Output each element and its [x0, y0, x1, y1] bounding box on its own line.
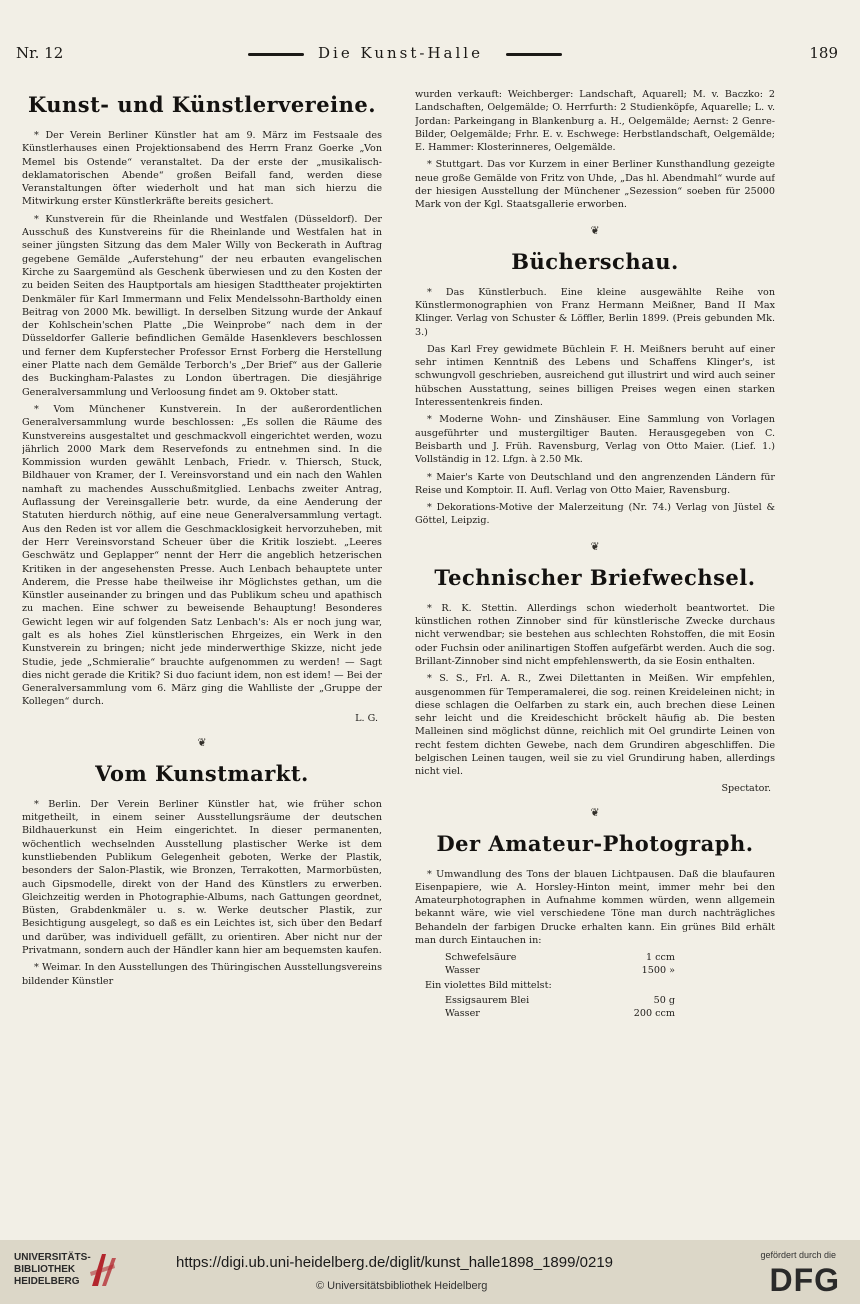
recipe-heading: Ein violettes Bild mittelst:: [425, 980, 552, 992]
paragraph: * Stuttgart. Das vor Kurzem in einer Berliner Kunsthandlung gezeigte neue große Gemälde von Fritz von Uhde, „Das hl. Abendmahl“ wurde auf der hiesigen Ausstellung der Münchener „Sezession“ soeben für 25000 Mark von der Kgl. Staatsgallerie erworben.: [415, 159, 775, 211]
ingredient: Wasser: [445, 1008, 480, 1020]
signature: L. G.: [355, 712, 378, 724]
paragraph: * Der Verein Berliner Künstler hat am 9. März im Festsaale des Künstlerhauses einen Projektionsabend des Herrn Franz Goerke „Von Memel bis Ostende“ veranstaltet. Da der erste der „musikalisch-deklamatorischen Abende“ großen Beifall fand, werden diese Veranstaltungen öfter wiederholt und hat man sich hierzu die Mitwirkung erster Künstlerkräfte bereits gesichert.: [22, 130, 382, 208]
header-rule-right: [506, 53, 562, 56]
library-emblem-icon: [88, 1250, 118, 1290]
dfg-logo[interactable]: DFG: [769, 1262, 840, 1298]
paragraph: * Vom Münchener Kunstverein. In der außerordentlichen Generalversammlung wurde beschlossen: „Es sollen die Räume des Kunstvereins ausgestaltet und geschmackvoll eingerichtet werden, wozu jährlich 2000 Mark dem Reservefonds zu entnehmen sind. In die Kommission wurden gewählt Lenbach, Friedr. v. Thiersch, Stuck, Bildhauer von Kramer, der I. Vereinsvorstand und ein nach den Wahlen namhaft zu machendes Ausschußmitglied. Lenbachs zweiter Antrag, Auflassung der Vereinsgallerie betr. wurde, da eine Aenderung der Statuten hierdurch nöthig, auf eine neue Generalversammlung vertagt. Aus den Reden ist vor allem die Geschmacklosigkeit hervorzuheben, mit der Herr Vereinsvorstand Scheuer über die Kritik losziebt. „Leeres Geschwätz und Geplapper“ nennt der Herr die angeblich hetzerischen Kritiken in der angesehensten Presse. Auch Lenbach behauptete unter Anderem, die Presse habe theilweise ihr Möglichstes gethan, um die Künstler auseinander zu bringen und das Publikum scheu und apathisch zu machen. Eine schwer zu beweisende Behauptung! Besonderes Gewicht legen wir auf folgenden Satz Lenbach's: Als er noch jung war, galt es als hohes Ziel künstlerischen Ehrgeizes, ein Werk in den Kunstverein zu bringen; nicht jede minderwerthige Skizze, nicht jede Studie, jede „Schmieralie“ brauchte aufgenommen zu werden! — Sagt dies nicht gerade die Kritik? Si duo faciunt idem, non est idem! — Bei der Generalversammlung vom 6. März ging die Wahlliste der „Gruppe der Kollegen“ durch.: [22, 403, 382, 708]
left-column: [22, 88, 382, 1228]
paragraph: * R. K. Stettin. Allerdings schon wiederholt beantwortet. Die künstlichen rothen Zinnober sind für künstlerische Zwecke durchaus nicht verwendbar; sie bestehen aus schlechten Rohstoffen, die mit Eosin oder Fuchsin oder anilinartigen Stoffen aufgefärbt werden. Auch die sog. Brillant-Zinnober sind nicht empfehlenswerth, da sie Eosin enthalten.: [415, 602, 775, 667]
paragraph: wurden verkauft: Weichberger: Landschaft, Aquarell; M. v. Baczko: 2 Landschaften, Oelgemälde; O. Herrfurth: 2 Studienköpfe, Aquarelle; L. v. Jordan: Parkeingang in Blankenburg a. H., Oelgemälde; Aernst: 2 Genre-Bilder, Oelgemälde; Frhr. E. v. Eschwege: Herbstlandschaft, Oelgemälde; E. Hammer: Klosterinneres, Oelgemälde.: [415, 89, 775, 154]
paragraph: * Moderne Wohn- und Zinshäuser. Eine Sammlung von Vorlagen ausgeführter und mustergiltiger Bauten. Herausgegeben von C. Beisbarth und J. Früh. Ravensburg, Verlag von Otto Maier. (Lief. 1.) Vollständig in 12. Lfgn. à 2.50 Mk.: [415, 414, 775, 466]
paragraph: * Maier's Karte von Deutschland und den angrenzenden Ländern für Reise und Komptoir. II. Aufl. Verlag von Otto Maier, Ravensburg.: [415, 471, 775, 496]
ingredient: Wasser: [445, 965, 480, 977]
ornament-icon: ❦: [590, 805, 600, 819]
ornament-icon: ❦: [197, 735, 207, 749]
section-title-kunstmarkt: Vom Kunstmarkt.: [95, 760, 309, 786]
library-name-line: UNIVERSITÄTS-: [14, 1252, 91, 1263]
copyright-notice: © Universitätsbibliothek Heidelberg: [316, 1280, 488, 1292]
header-rule-left: [248, 53, 304, 56]
ingredient: Schwefelsäure: [445, 952, 517, 964]
recipe-violet: [415, 994, 775, 1020]
paragraph: Das Karl Frey gewidmete Büchlein F. H. Meißners beruht auf einer sehr intimen Kenntniß des Lebens und Schaffens Klinger's, ist schwungvoll geschrieben, ausreichend gut illustrirt und wird auch seiner hübschen Ausstattung, seines billigen Preises wegen einen starken Interessentenkreis finden.: [415, 343, 775, 409]
paragraph: * Kunstverein für die Rheinlande und Westfalen (Düsseldorf). Der Ausschuß des Kunstvereins für die Rheinlande und Westfalen hat in seiner jüngsten Sitzung das dem Maler Willy von Beckerath in Auftrag gegebene Gemälde „Auferstehung“ der neu erbauten evangelischen Kirche zu Saargemünd als Geschenk überwiesen und zu den Kosten der zu beiden Seiten des Hauptportals am hiesigen Stadttheater projektirten Denkmäler für Karl Immermann und Felix Mendelssohn-Bartholdy einen Beitrag von 2000 Mk. bewilligt. In derselben Sitzung wurde der Ankauf der Kohlschein'schen Platte „Die Weinprobe“ nach dem in der Düsseldorfer Gallerie befindlichen Gemälde Hasenklevers beschlossen und ferner dem Kupferstecher Professor Ernst Forberg die Herstellung einer Platte nach dem Gemälde Terborch's „Der Brief“ aus der Gallerie des Buckingham-Palastes zu London übertragen. Die diesjährige Generalversammlung und Verloosung findet am 9. Oktober statt.: [22, 213, 382, 398]
paragraph: * Das Künstlerbuch. Eine kleine ausgewählte Reihe von Künstlermonographien von Franz Hermann Meißner, Band II Max Klinger. Verlag von Schuster & Löffler, Berlin 1899. (Preis gebunden Mk. 3.): [415, 286, 775, 338]
recipe-row: [415, 951, 775, 964]
section-title-kunstvereine: Kunst- und Künstlervereine.: [27, 92, 377, 117]
paragraph: * Dekorations-Motive der Malerzeitung (Nr. 74.) Verlag von Jüstel & Göttel, Leipzig.: [415, 502, 775, 527]
signature: Spectator.: [721, 782, 771, 794]
section-title-buecherschau: Bücherschau.: [511, 248, 679, 274]
library-name-line: HEIDELBERG: [14, 1276, 80, 1287]
section-title-briefwechsel: Technischer Briefwechsel.: [434, 564, 756, 590]
permalink-url[interactable]: https://digi.ub.uni-heidelberg.de/diglit/kunst_halle1898_1899/0219: [176, 1254, 613, 1271]
ornament-icon: ❦: [590, 223, 600, 237]
section-title-amateur-photograph: Der Amateur-Photograph.: [436, 830, 754, 856]
quantity: 50 g: [653, 995, 675, 1007]
page-number: 189: [809, 44, 838, 62]
ingredient: Essigsaurem Blei: [445, 995, 530, 1007]
journal-title: Die Kunst-Halle: [318, 44, 483, 62]
recipe-row: [415, 964, 775, 977]
issue-number: Nr. 12: [16, 44, 64, 62]
paragraph: * Berlin. Der Verein Berliner Künstler hat, wie früher schon mitgetheilt, in einem seiner Ausstellungsräume der deutschen Bildhauerkunst ein Heim eingerichtet. In dieser permanenten, wöchentlich wechselnden Ausstellung plastischer Werke ist dem kunstliebenden Publikum Gelegenheit geboten, Werke der Plastik, besonders der Salon-Plastik, wie Bronzen, Terrakotten, Marmorbüsten, auch Gipsmodelle, direkt von der Hand des Künstlers zu erwerben. Gleichzeitig werden in Photographie-Albums, nach Gattungen geordnet, Büsten, Grabdenkmäler u. s. w. Werke deutscher Plastik, zur Besichtigung ausgelegt, so daß es ein Leichtes ist, sich über den Bedarf und darüber, was individuell gefällt, zu orientiren. Aber nicht nur der Privatmann, sondern auch der Händler kann hier am bequemsten kaufen.: [22, 798, 382, 957]
funding-label: gefördert durch die: [760, 1250, 836, 1260]
quantity: 1 ccm: [646, 952, 675, 964]
ornament-icon: ❦: [590, 539, 600, 553]
library-name-line: BIBLIOTHEK: [14, 1264, 76, 1275]
quantity: 1500 »: [641, 965, 675, 977]
recipe-row: [415, 1007, 775, 1020]
viewer-footer: [0, 1240, 860, 1304]
paragraph: * Umwandlung des Tons der blauen Lichtpausen. Daß die blaufauren Eisenpapiere, wie A. Horsley-Hinton meint, immer mehr bei den Amateurphotographen in Aufnahme kommen würden, wenn allgemein bekannt wäre, wie viel verschiedene Töne man durch nachträgliches Behandeln der farbigen Drucke erhalten kann. Ein grünes Bild erhält man durch Eintauchen in:: [415, 868, 775, 947]
recipe-row: [415, 994, 775, 1007]
running-header: [0, 44, 860, 68]
quantity: 200 ccm: [633, 1008, 675, 1020]
recipe-green: [415, 951, 775, 977]
library-logo[interactable]: [14, 1252, 91, 1288]
paragraph: * S. S., Frl. A. R., Zwei Dilettanten in Meißen. Wir empfehlen, ausgenommen für Temperamalerei, die sog. reinen Kreideleinen nicht; in diese schlagen die Oelfarben zu stark ein, auch brechen diese Leinen sehr leicht und die Kreideschicht bröckelt häufig ab. Die besten Malleinen sind möglichst dünne, reichlich mit Oel grundirte Leinen von recht festem dichten Gewebe, nach dem Grundiren abgeschliffen. Die belgischen Leinen taugen, weil sie zu viel Grundirung haben, allerdings nicht viel.: [415, 673, 775, 778]
paragraph: * Weimar. In den Ausstellungen des Thüringischen Ausstellungsvereins bildender Künstler: [22, 962, 382, 987]
right-column: [415, 88, 775, 1228]
